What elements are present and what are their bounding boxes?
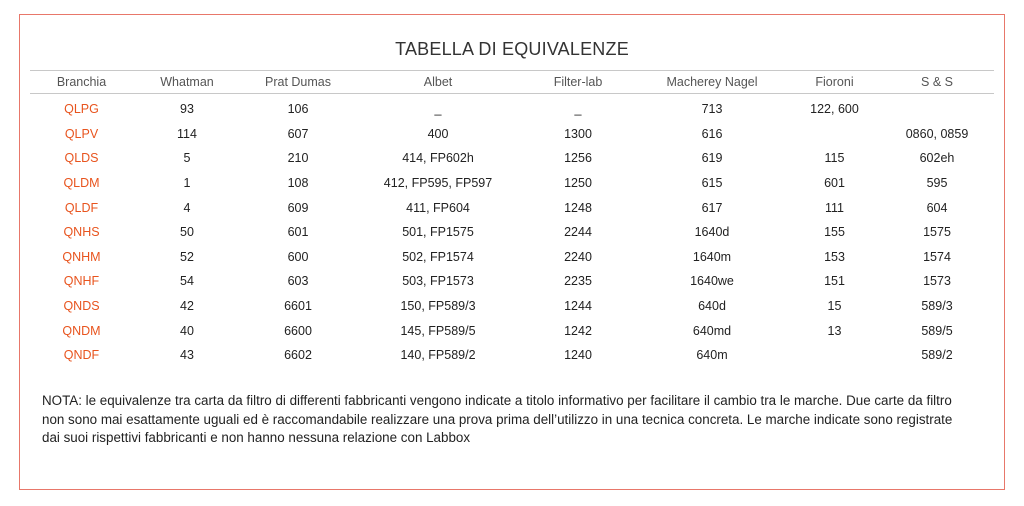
table-cell: 640m [696, 348, 728, 363]
table-cell: 589/3 [921, 299, 953, 314]
table-cell: 713 [701, 102, 723, 117]
table-cell: 2244 [564, 225, 592, 240]
table-cell: 602eh [919, 151, 955, 166]
table-cell: 50 [180, 225, 194, 240]
table-cell: 615 [701, 176, 723, 191]
table-row [30, 343, 994, 368]
table-cell: 6602 [284, 348, 312, 363]
table-row [30, 318, 994, 343]
table-cell: 42 [180, 299, 194, 314]
table-cell: 1244 [564, 299, 592, 314]
column-header: Albet [355, 71, 521, 94]
table-cell: 601 [287, 225, 309, 240]
product-code-cell: QLDM [63, 176, 100, 191]
product-code-cell: QLDF [64, 200, 99, 215]
table-cell: 114 [177, 126, 197, 141]
table-row [30, 220, 994, 245]
table-row [30, 294, 994, 319]
table-cell: 607 [287, 126, 309, 141]
table-cell: 1242 [564, 323, 592, 338]
table-cell: 145, FP589/5 [400, 323, 476, 338]
table-cell: 595 [926, 176, 948, 191]
table-cell: 5 [183, 151, 191, 166]
table-cell: 640d [698, 299, 726, 314]
table-cell: 40 [180, 323, 194, 338]
table-cell: 411, FP604 [406, 200, 470, 215]
table-cell: 2235 [564, 274, 592, 289]
table-cell: 122, 600 [810, 102, 859, 117]
column-header: Prat Dumas [241, 71, 355, 94]
table-cell: 503, FP1573 [402, 274, 474, 289]
table-cell [789, 343, 880, 368]
table-cell: 140, FP589/2 [400, 348, 476, 363]
product-code-cell: QNHF [63, 274, 100, 289]
table-cell: 13 [827, 323, 842, 338]
table-cell: 111 [824, 200, 844, 215]
column-header: Macherey Nagel [635, 71, 789, 94]
table-cell: 93 [180, 102, 194, 117]
product-code-cell: QNDF [63, 348, 100, 363]
table-row [30, 245, 994, 270]
table-cell: 151 [824, 274, 845, 289]
product-code-cell: QNHS [63, 225, 100, 240]
table-cell: 1573 [923, 274, 951, 289]
disclaimer-note: NOTA: le equivalenze tra carta da filtro di differenti fabbricanti vengono indicate a titolo informativo per facilitare il cambio tra le marche. Due carte da filtro non sono mai esattamente uguali ed è raccomandabile realizzare una prova prima dell’utilizzo in una tecnica concreta. Le marche indicate sono registrate dai suoi rispettivi fabbricanti e non hanno nessuna relazione con Labbox [42, 393, 953, 445]
table-cell: 501, FP1575 [402, 225, 474, 240]
column-header: Fioroni [789, 71, 880, 94]
product-code-cell: QLDS [64, 151, 99, 166]
product-code-cell: QLPV [64, 126, 99, 141]
table-cell: 1 [183, 176, 191, 191]
table-cell: 589/5 [921, 323, 953, 338]
table-cell: _ [434, 102, 442, 117]
table-cell: 616 [701, 126, 723, 141]
column-header: Branchia [30, 71, 133, 94]
table-cell: 1256 [564, 151, 592, 166]
product-code-cell: QNHM [62, 249, 101, 264]
table-cell: 600 [287, 249, 309, 264]
table-cell: 414, FP602h [402, 151, 474, 166]
table-cell: 4 [183, 200, 191, 215]
table-cell: 617 [701, 200, 723, 215]
table-cell: 6601 [284, 299, 312, 314]
table-cell: 106 [287, 102, 309, 117]
table-cell: 1300 [564, 126, 592, 141]
table-cell: 0860, 0859 [905, 126, 969, 141]
table-cell: 604 [926, 200, 948, 215]
table-header-row [30, 71, 994, 94]
product-code-cell: QNDM [62, 323, 101, 338]
table-cell: 115 [824, 151, 845, 166]
table-cell: 1640m [692, 249, 732, 264]
table-cell: 1575 [923, 225, 951, 240]
column-header: S & S [880, 71, 994, 94]
table-cell: 601 [824, 176, 845, 191]
table-cell: 1640d [694, 225, 730, 240]
table-row [30, 171, 994, 196]
table-cell: 43 [180, 348, 194, 363]
table-cell [880, 94, 994, 122]
table-cell: 640md [692, 323, 732, 338]
table-cell: 609 [287, 200, 309, 215]
table-cell: 603 [287, 274, 309, 289]
table-cell: _ [574, 102, 582, 117]
table-body [30, 94, 994, 368]
table-row [30, 195, 994, 220]
table-cell: 54 [180, 274, 194, 289]
table-cell: 412, FP595, FP597 [383, 176, 493, 191]
table-cell: 1250 [564, 176, 592, 191]
table-cell: 6600 [284, 323, 312, 338]
table-cell: 2240 [564, 249, 592, 264]
table-cell: 153 [824, 249, 845, 264]
product-code-cell: QNDS [63, 299, 100, 314]
table-cell: 589/2 [921, 348, 953, 363]
equivalence-table [30, 70, 994, 368]
product-code-cell: QLPG [64, 102, 99, 117]
table-cell: 210 [287, 151, 309, 166]
table-cell [789, 122, 880, 147]
table-row [30, 269, 994, 294]
table-row [30, 94, 994, 122]
table-cell: 502, FP1574 [402, 249, 474, 264]
table-cell: 400 [427, 126, 449, 141]
table-cell: 155 [824, 225, 845, 240]
table-cell: 619 [701, 151, 723, 166]
table-cell: 1640we [690, 274, 734, 289]
table-row [30, 146, 994, 171]
column-header: Whatman [133, 71, 241, 94]
table-cell: 108 [287, 176, 309, 191]
column-header: Filter-lab [521, 71, 635, 94]
page-title: TABELLA DI EQUIVALENZE [395, 39, 629, 59]
table-cell: 1574 [923, 249, 951, 264]
table-row [30, 122, 994, 147]
table-cell: 52 [180, 249, 194, 264]
table-cell: 1240 [564, 348, 592, 363]
table-cell: 150, FP589/3 [400, 299, 476, 314]
table-cell: 15 [827, 299, 842, 314]
table-cell: 1248 [564, 200, 592, 215]
